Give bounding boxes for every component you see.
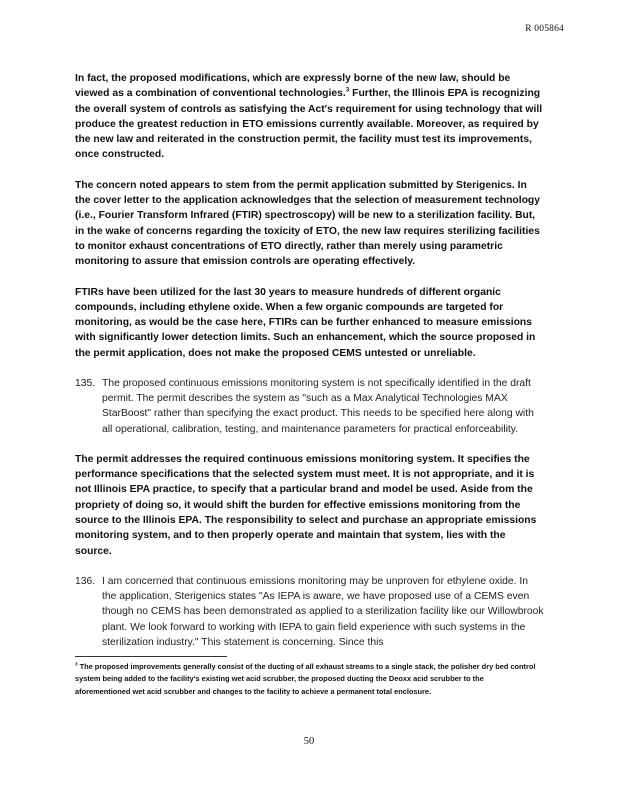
document-body bbox=[75, 71, 544, 665]
footnote bbox=[75, 661, 541, 698]
comment-text: The proposed continuous emissions monitoring system is not specifically identified in the draft permit. The permit describes the system as "such as a Max Analytical Technologies MAX StarBoost" rather than specifying the exact product. This needs to be specified here along with all operational, calibration, testing, and maintenance parameters for practical enforceability. bbox=[102, 378, 534, 435]
comment-item-136 bbox=[75, 574, 544, 650]
response-paragraph bbox=[75, 71, 544, 163]
footnote-reference: 3 bbox=[345, 86, 350, 94]
response-paragraph: The permit addresses the required continuous emissions monitoring system. It specifies the performance specifications that the selected system must meet. It is not appropriate, and it is not Illinois EPA practice, to specify that a particular brand and model be used. Aside from the propriety of doing so, it would shift the burden for effective emissions monitoring from the source to the Illinois EPA. The responsibility to select and purchase an appropriate emissions monitoring system, and to then properly operate and maintain that system, lies with the source. bbox=[75, 453, 537, 557]
comment-text: I am concerned that continuous emissions monitoring may be unproven for ethylene oxide. In the application, Sterigenics states "As IEPA is aware, we have proposed use of a CEMS even though no CEMS has been demonstrated as applied to a sterilization facility like our Willowbrook plant. We look forward to working with IEPA to gain field experience with such systems in the sterilization industry." This statement is concerning. Since this bbox=[102, 575, 544, 648]
footnote-marker: 3 bbox=[75, 661, 78, 667]
response-text: Further, the Illinois EPA is recognizing the overall system of controls as satisfying the Act's requirement for using technology that will produce the greatest reduction in ETO emissions currently available. Moreover, as required by the new law and reiterated in the construction permit, the facility must test its improvements, once constructed. bbox=[75, 88, 543, 161]
footnote-divider bbox=[75, 656, 227, 657]
response-text: In fact, the proposed modifications, which are expressly borne of the new law, should be viewed as a combination of conventional technologies. bbox=[75, 73, 511, 100]
bates-number: R 005864 bbox=[525, 24, 564, 34]
response-paragraph: The concern noted appears to stem from the permit application submitted by Sterigenics. In the cover letter to the application acknowledges that the selection of measurement technology (i.e., Fourier Transform Infrared (FTIR) spectroscopy) will be new to a sterilization facility. But, in the wake of concerns regarding the toxicity of ETO, the new law requires sterilizing facilities to monitor exhaust concentrations of ETO directly, rather than merely using parametric monitoring to assure that emission controls are operating effectively. bbox=[75, 179, 540, 268]
page-number: 50 bbox=[303, 736, 315, 747]
response-paragraph: FTIRs have been utilized for the last 30 years to measure hundreds of different organic compounds, including ethylene oxide. When a few organic compounds are targeted for monitoring, as would be the case here, FTIRs can be further enhanced to measure emissions with significantly lower detection limits. Such an enhancement, which the source proposed in the permit application, does not make the proposed CEMS untested or unreliable. bbox=[75, 286, 536, 359]
comment-number: 135. bbox=[75, 378, 96, 390]
comment-number: 136. bbox=[75, 575, 96, 587]
comment-item-135 bbox=[75, 376, 544, 437]
footnote-text: The proposed improvements generally consist of the ducting of all exhaust streams to a single stack, the polisher dry bed control system being added to the facility's existing wet acid scrubber, the proposed ducting the Deoxx acid scrubber to the aforementioned wet acid scrubber and changes to the facility to achieve a permanent total enclosure. bbox=[75, 662, 536, 696]
